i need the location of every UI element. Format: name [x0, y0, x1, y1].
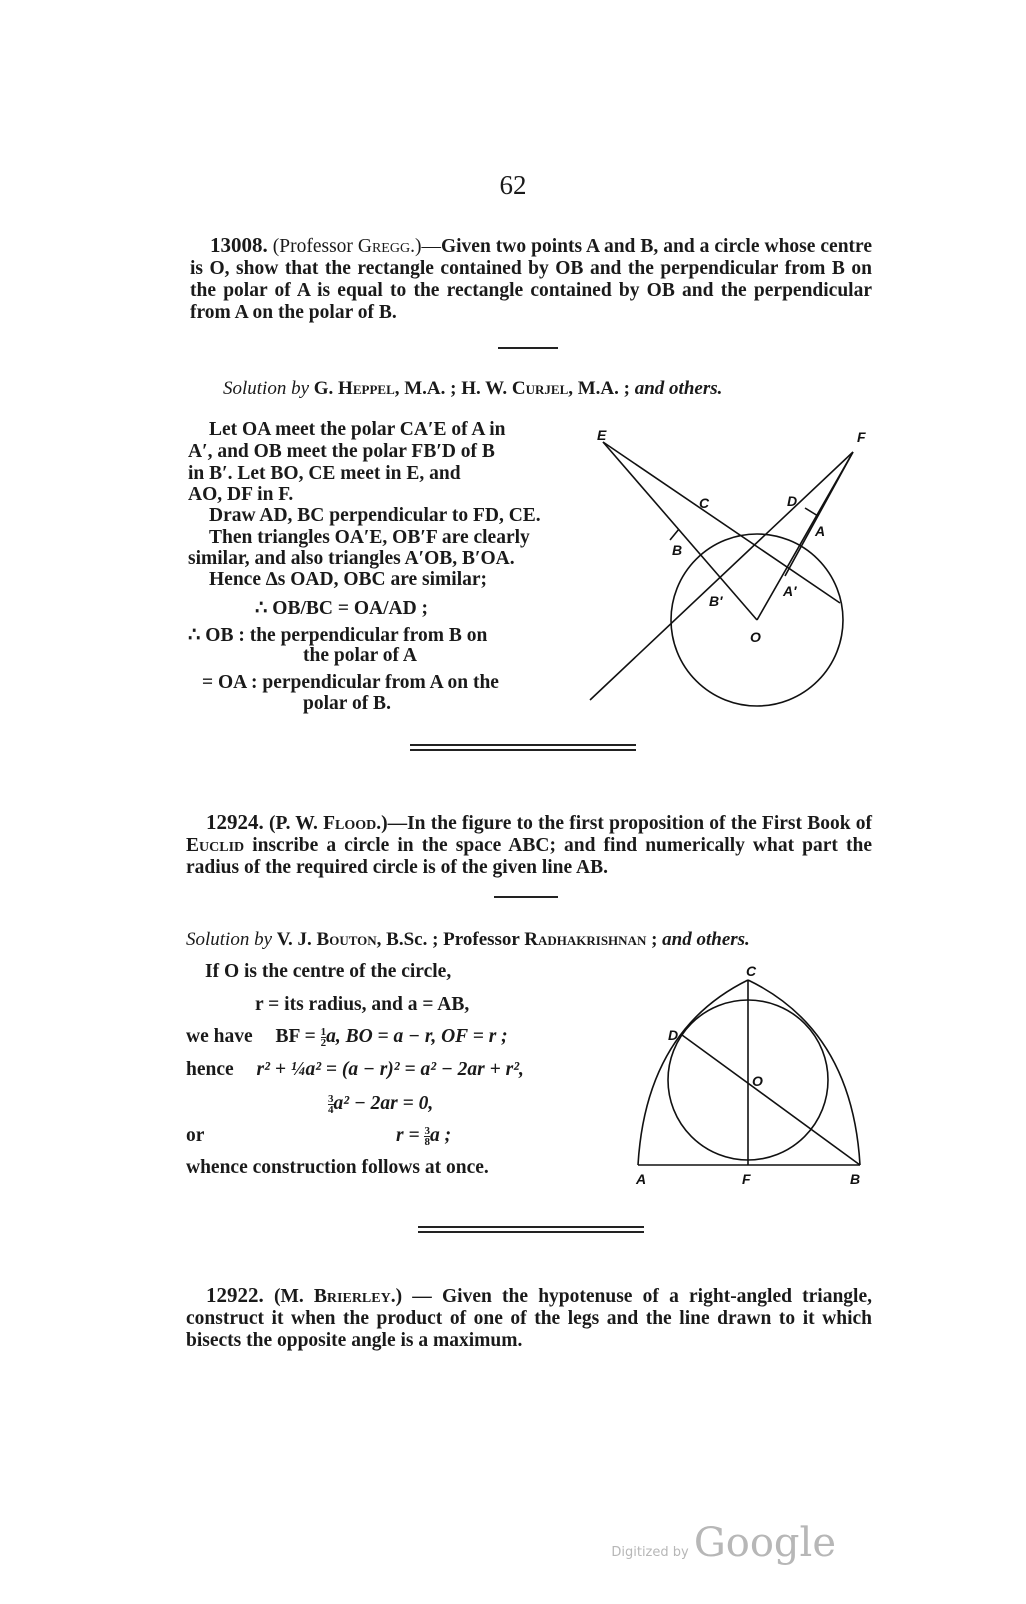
solver-sep: ;	[646, 929, 663, 950]
author-open: (Professor	[272, 236, 358, 257]
numerator: 1	[320, 1026, 327, 1039]
solver-name: G. Heppel	[313, 378, 395, 399]
question-number: 12924.	[206, 810, 264, 834]
solution-heading-13008	[223, 378, 863, 400]
solution-by: Solution by	[186, 929, 273, 950]
solution-line	[186, 1026, 508, 1048]
question-text: Given the hypotenuse of a right-angled triangle, construct it when the product of one of the legs and the line drawn to it which bisects the opposite angle is a maximum.	[186, 1286, 872, 1351]
solution-line: in B′. Let BO, CE meet in E, and	[188, 463, 461, 484]
question-text-cont: inscribe a circle in the space ABC; and find numerically what part the radius of the required circle is of the given line AB.	[186, 835, 872, 878]
numerator: 3	[424, 1125, 430, 1138]
question-text: Given two points A and B, and a circle whose centre is O, show that the rectangle contained by OB and the perpendicular from B on the polar of A is equal to the rectangle contained by OB and the perpendicular from A on the polar of B.	[190, 236, 872, 323]
solution-line: whence construction follows at once.	[186, 1157, 489, 1178]
math-text: BF =	[275, 1026, 321, 1047]
label-B: B	[672, 542, 683, 558]
author-open: (M.	[273, 1286, 314, 1307]
author-name: Gregg	[357, 236, 411, 257]
polar-figure	[585, 420, 885, 710]
solution-line: similar, and also triangles A′OB, B′OA.	[188, 548, 515, 569]
label-E: E	[597, 427, 607, 443]
line-label: we have	[186, 1026, 253, 1047]
math-text: a² − 2ar = 0,	[333, 1093, 434, 1114]
solution-line: the polar of A	[303, 645, 417, 666]
solution-line: If O is the centre of the circle,	[205, 961, 452, 982]
solution-line: A′, and OB meet the polar FB′D of B	[188, 441, 495, 462]
solution-line	[328, 1093, 433, 1115]
author-close: .)—	[410, 236, 441, 257]
question-number: 12922.	[206, 1283, 264, 1307]
author-name: Brierley	[313, 1286, 391, 1307]
solution-line: r = its radius, and a = AB,	[255, 994, 470, 1015]
author-open: (P. W.	[268, 813, 324, 834]
question-12922	[186, 1284, 872, 1352]
watermark-logo: Google	[693, 1520, 836, 1566]
short-rule	[498, 347, 558, 349]
solver-title: Professor	[443, 929, 525, 950]
short-rule	[494, 896, 558, 898]
denominator: 8	[424, 1136, 430, 1149]
digitized-watermark	[611, 1520, 836, 1566]
solution-line: Let OA meet the polar CA′E of A in	[209, 419, 506, 440]
label-B: B	[850, 1171, 861, 1187]
question-12924	[186, 811, 872, 879]
solution-line: or	[186, 1125, 205, 1146]
denominator: 4	[328, 1104, 334, 1117]
author-close: .) —	[390, 1286, 442, 1307]
euclid-figure	[630, 960, 875, 1195]
solver-name: V. J. Bouton	[276, 929, 377, 950]
solution-line: Then triangles OA′E, OB′F are clearly	[209, 527, 530, 548]
solution-line	[396, 1125, 451, 1147]
solution-line: polar of B.	[303, 693, 391, 714]
question-text: In the figure to the first proposition of the First Book of	[407, 813, 872, 834]
solution-line: = OA : perpendicular from A on the	[202, 672, 499, 693]
label-B-prime: B′	[709, 593, 723, 609]
label-O: O	[750, 629, 761, 645]
question-number: 13008.	[210, 233, 268, 257]
denominator: 2	[320, 1037, 327, 1050]
solver-degree: , B.Sc. ;	[376, 929, 444, 950]
math-text: r =	[396, 1125, 425, 1146]
solver-degree: , M.A. ;	[394, 378, 462, 399]
numerator: 3	[328, 1093, 334, 1106]
label-A: A	[815, 523, 826, 539]
solution-heading-12924	[186, 929, 876, 951]
label-F: F	[857, 429, 866, 445]
label-D: D	[787, 493, 798, 509]
math-text: r² + ¼a² = (a − r)² = a² − 2ar + r²,	[256, 1059, 524, 1080]
question-13008	[190, 234, 872, 324]
line-label: hence	[186, 1059, 234, 1080]
euclid: Euclid	[186, 835, 245, 856]
solution-by: Solution by	[223, 378, 310, 399]
author-close: .)—	[376, 813, 408, 834]
solution-line: AO, DF in F.	[188, 484, 294, 505]
label-A: A	[636, 1171, 647, 1187]
label-D: D	[668, 1027, 679, 1043]
solver-degree: , M.A. ;	[568, 378, 635, 399]
label-C: C	[746, 963, 757, 979]
solver-name: Radhakrishnan	[524, 929, 647, 950]
and-others: and others.	[634, 378, 723, 399]
solution-line: Draw AD, BC perpendicular to FD, CE.	[209, 505, 541, 526]
label-A-prime: A′	[783, 583, 797, 599]
watermark-small: Digitized by	[611, 1545, 689, 1560]
section-divider	[418, 1226, 644, 1233]
math-text: a ;	[429, 1125, 452, 1146]
label-F: F	[742, 1171, 751, 1187]
label-O: O	[752, 1073, 763, 1089]
author-name: Flood	[323, 813, 377, 834]
page-number: 62	[499, 170, 527, 200]
solution-line: ∴ OB : the perpendicular from B on	[188, 625, 488, 646]
section-divider	[410, 744, 636, 751]
solution-line	[186, 1059, 524, 1081]
solution-line: Hence ∆s OAD, OBC are similar;	[209, 569, 488, 590]
math-text: a, BO = a − r, OF = r ;	[326, 1026, 508, 1047]
solution-line: ∴ OB/BC = OA/AD ;	[255, 598, 429, 619]
and-others: and others.	[662, 929, 750, 950]
label-C: C	[699, 495, 710, 511]
solver-name: H. W. Curjel	[461, 378, 569, 399]
